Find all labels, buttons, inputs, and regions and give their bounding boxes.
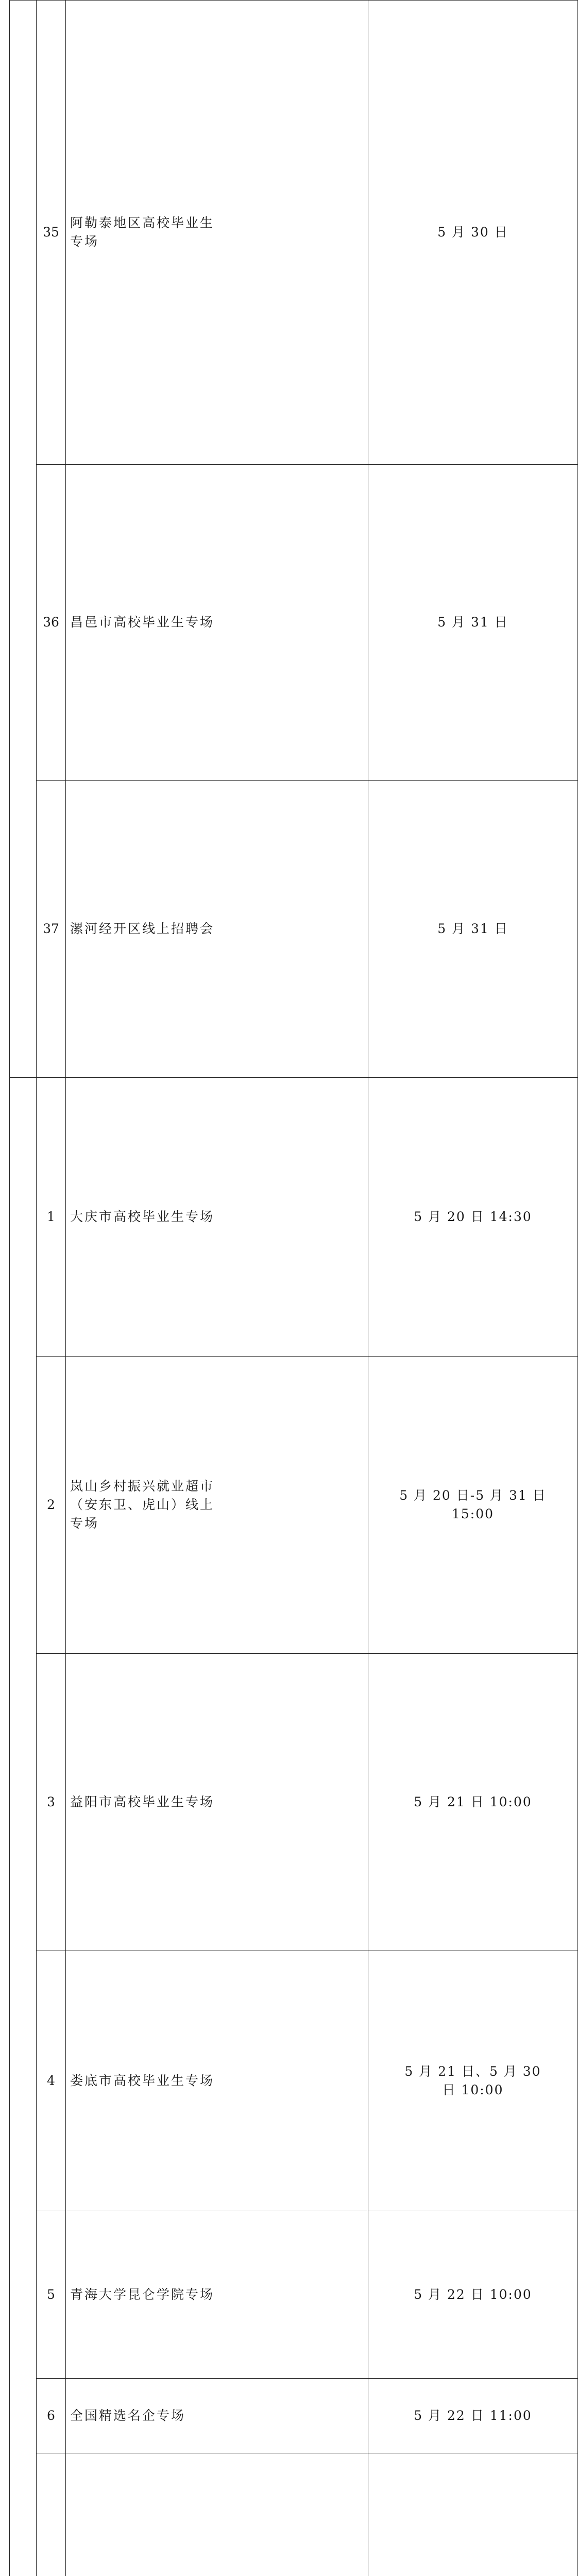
table-row: [10, 781, 578, 1078]
event-name: 全国精选名企专场: [66, 2379, 368, 2453]
event-date: 5 月 22 日 11:00: [368, 2379, 578, 2453]
event-name: 岚山乡村振兴就业超市 （安东卫、虎山）线上 专场: [66, 1357, 368, 1654]
row-number: 1: [37, 1078, 66, 1357]
event-date: 5 月 31 日: [368, 465, 578, 781]
table-row: [10, 1357, 578, 1654]
event-date: 5 月 20 日-5 月 31 日 15:00: [368, 1357, 578, 1654]
table-row: [10, 1, 578, 465]
table-row: [10, 1654, 578, 1951]
table-row: [10, 2379, 578, 2453]
row-number: 37: [37, 781, 66, 1078]
event-name: 阿勒泰地区高校毕业生 专场: [66, 1, 368, 465]
event-name: 益阳市高校毕业生专场: [66, 1654, 368, 1951]
event-name: 昌邑市高校毕业生专场: [66, 465, 368, 781]
schedule-table: [9, 0, 578, 2576]
event-date: 5 月 30 日: [368, 1, 578, 465]
row-number: [37, 2453, 66, 2576]
row-number: 5: [37, 2211, 66, 2379]
event-name: [66, 2453, 368, 2576]
table-row: [10, 1078, 578, 1357]
event-name: 青海大学昆仑学院专场: [66, 2211, 368, 2379]
event-name: 大庆市高校毕业生专场: [66, 1078, 368, 1357]
row-number: 35: [37, 1, 66, 465]
table-row: [10, 2453, 578, 2576]
row-number: 36: [37, 465, 66, 781]
row-number: 3: [37, 1654, 66, 1951]
event-date: 5 月 20 日 14:30: [368, 1078, 578, 1357]
event-date: 5 月 21 日 10:00: [368, 1654, 578, 1951]
row-number: 2: [37, 1357, 66, 1654]
row-number: 6: [37, 2379, 66, 2453]
table-row: [10, 465, 578, 781]
section-label-cell: [10, 1078, 37, 2576]
event-date: 5 月 21 日、5 月 30 日 10:00: [368, 1951, 578, 2211]
table-row: [10, 2211, 578, 2379]
section-label-cell: [10, 1, 37, 1078]
event-name: 娄底市高校毕业生专场: [66, 1951, 368, 2211]
event-date: 5 月 31 日: [368, 781, 578, 1078]
row-number: 4: [37, 1951, 66, 2211]
event-date: [368, 2453, 578, 2576]
event-date: 5 月 22 日 10:00: [368, 2211, 578, 2379]
table-row: [10, 1951, 578, 2211]
event-name: 漯河经开区线上招聘会: [66, 781, 368, 1078]
